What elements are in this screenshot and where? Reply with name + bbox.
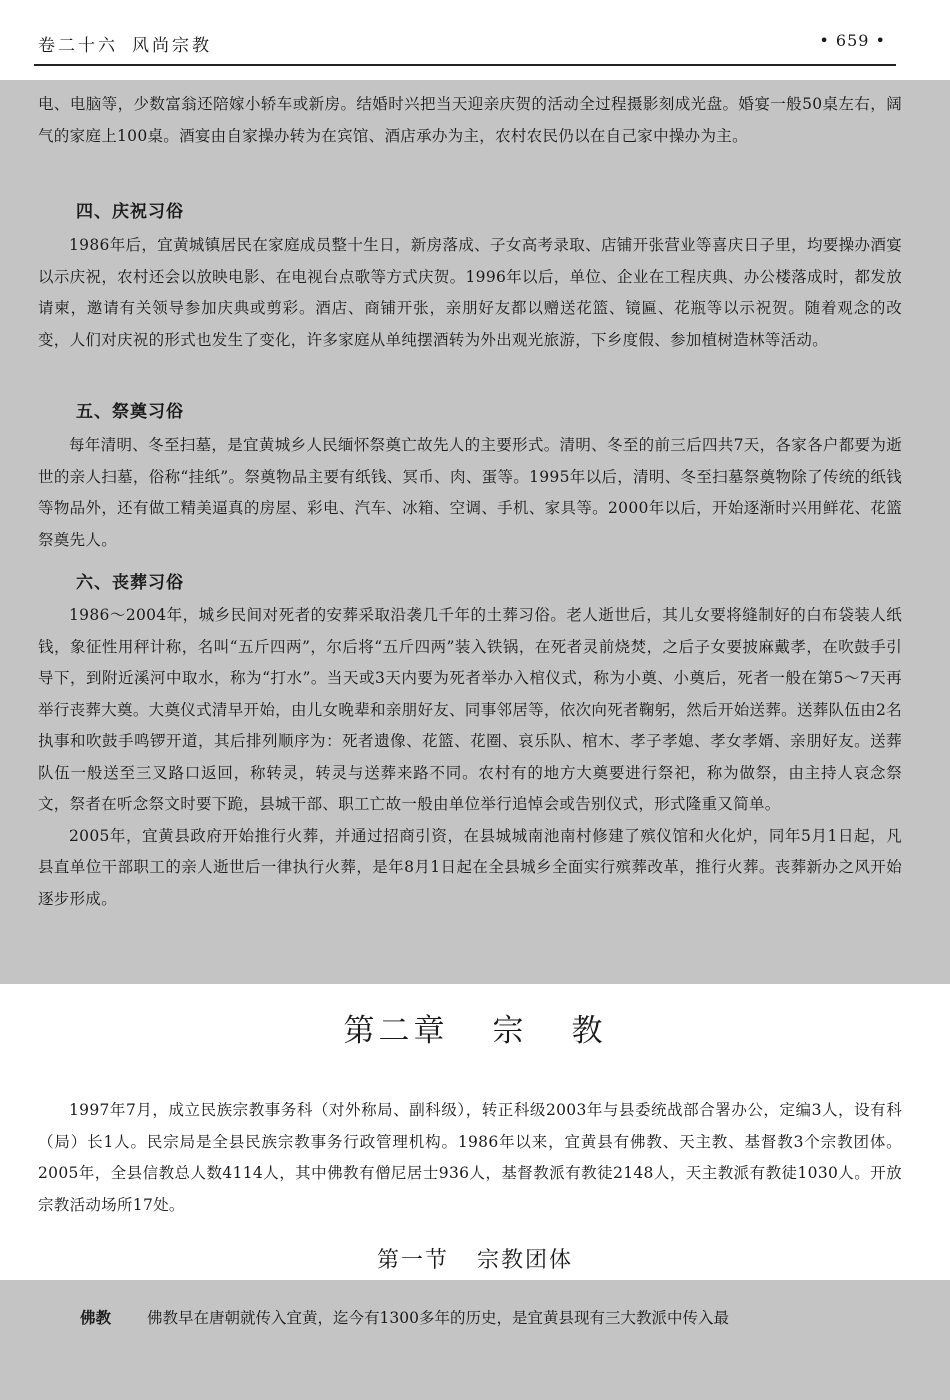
- page-header: [0, 0, 950, 70]
- section-title: [0, 1243, 950, 1274]
- section-4-body: [38, 230, 902, 356]
- section-5-paragraph: 每年清明、冬至扫墓，是宜黄城乡人民缅怀祭奠亡故先人的主要形式。清明、冬至的前三后四共7天，各家各户都要为逝世的亲人扫墓，俗称“挂纸”。祭奠物品主要有纸钱、冥币、肉、蛋等。1995年以后，清明、冬至扫墓祭奠物除了传统的纸钱等物品外，还有做工精美逼真的房屋、彩电、汽车、冰箱、空调、手机、家具等。2000年以后，开始逐渐时兴用鲜花、花篮祭奠先人。: [38, 436, 902, 549]
- section-5-heading-wrap: [76, 397, 896, 422]
- section-5-heading: 五、祭奠习俗: [76, 402, 184, 422]
- section-6-body: [38, 600, 902, 915]
- section-4-paragraph: 1986年后，宜黄城镇居民在家庭成员整十生日，新房落成、子女高考录取、店铺开张营业等喜庆日子里，均要操办酒宴以示庆祝，农村还会以放映电影、在电视台点歌等方式庆贺。1996年以后，单位、企业在工程庆典、办公楼落成时，都发放请柬，邀请有关领导参加庆典或剪彩。酒店、商铺开张，亲朋好友都以赠送花篮、镜匾、花瓶等以示祝贺。随着观念的改变，人们对庆祝的形式也发生了变化，许多家庭从单纯摆酒转为外出观光旅游，下乡度假、参加植树造林等活动。: [38, 236, 902, 349]
- chapter-name-char-2: 教: [571, 1013, 607, 1049]
- buddhism-label: 佛教: [80, 1309, 112, 1327]
- chapter-name-char-1: 宗: [492, 1013, 528, 1049]
- chapter-intro-body: [38, 1095, 902, 1221]
- volume-label: 卷二十六: [38, 36, 118, 56]
- header-rule: [34, 64, 896, 66]
- section-5-body: [38, 430, 902, 556]
- section-6-paragraph-2: 2005年，宜黄县政府开始推行火葬，并通过招商引资，在县城城南池南村修建了殡仪馆和火化炉，同年5月1日起，凡县直单位干部职工的亲人逝世后一律执行火葬，是年8月1日起在全县城乡全面实行殡葬改革，推行火葬。丧葬新办之风开始逐步形成。: [38, 826, 902, 908]
- section-6-heading: 六、丧葬习俗: [76, 573, 184, 593]
- chapter-title: [0, 1005, 950, 1050]
- section-4-heading-wrap: [76, 197, 896, 222]
- shaded-region-bottom: [0, 1280, 950, 1400]
- chapter-number: 第二章: [343, 1013, 449, 1049]
- section-4-heading: 四、庆祝习俗: [76, 202, 184, 222]
- volume-title: 风尚宗教: [132, 36, 212, 56]
- buddhism-text: 佛教早在唐朝就传入宜黄，迄今有1300多年的历史，是宜黄县现有三大教派中传入最: [147, 1309, 729, 1327]
- section-number: 第一节: [376, 1248, 449, 1273]
- top-paragraph-block: [38, 89, 902, 152]
- section-6-heading-wrap: [76, 568, 896, 593]
- running-head: [38, 31, 226, 56]
- chapter-intro-paragraph: 1997年7月，成立民族宗教事务科（对外称局、副科级），转正科级2003年与县委统战部合署办公，定编3人，设有科（局）长1人。民宗局是全县民族宗教事务行政管理机构。1986年以来，宜黄县有佛教、天主教、基督教3个宗教团体。2005年，全县信教总人数4114人，其中佛教有僧尼居士936人，基督教派有教徒2148人，天主教派有教徒1030人。开放宗教活动场所17处。: [38, 1101, 902, 1214]
- buddhism-entry: [80, 1306, 910, 1328]
- continued-paragraph: 电、电脑等，少数富翁还陪嫁小轿车或新房。结婚时兴把当天迎亲庆贺的活动全过程摄影刻成光盘。婚宴一般50桌左右，阔气的家庭上100桌。酒宴由自家操办转为在宾馆、酒店承办为主，农村农民仍以在自己家中操办为主。: [38, 95, 902, 145]
- page-number: • 659 •: [819, 31, 886, 50]
- section-6-paragraph-1: 1986～2004年，城乡民间对死者的安葬采取沿袭几千年的土葬习俗。老人逝世后，其儿女要将缝制好的白布袋装人纸钱，象征性用秤计称，名叫“五斤四两”，尔后将“五斤四两”装入铁锅，在死者灵前烧焚，之后子女要披麻戴孝，在吹鼓手引导下，到附近溪河中取水，称为“打水”。当天或3天内要为死者举办入棺仪式，称为小奠、小奠后，死者一般在第5～7天再举行丧葬大奠。大奠仪式清早开始，由儿女晚辈和亲朋好友、同事邻居等，依次向死者鞠躬，然后开始送葬。送葬队伍由2名执事和吹鼓手鸣锣开道，其后排列顺序为：死者遗像、花篮、花圈、哀乐队、棺木、孝子孝媳、孝女孝婿、亲朋好友。送葬队伍一般送至三叉路口返回，称转灵，转灵与送葬来路不同。农村有的地方大奠要进行祭祀，称为做祭，由主持人哀念祭文，祭者在听念祭文时要下跪，县城干部、职工亡故一般由单位举行追悼会或告别仪式，形式隆重又简单。: [38, 606, 902, 813]
- section-name: 宗教团体: [477, 1248, 574, 1273]
